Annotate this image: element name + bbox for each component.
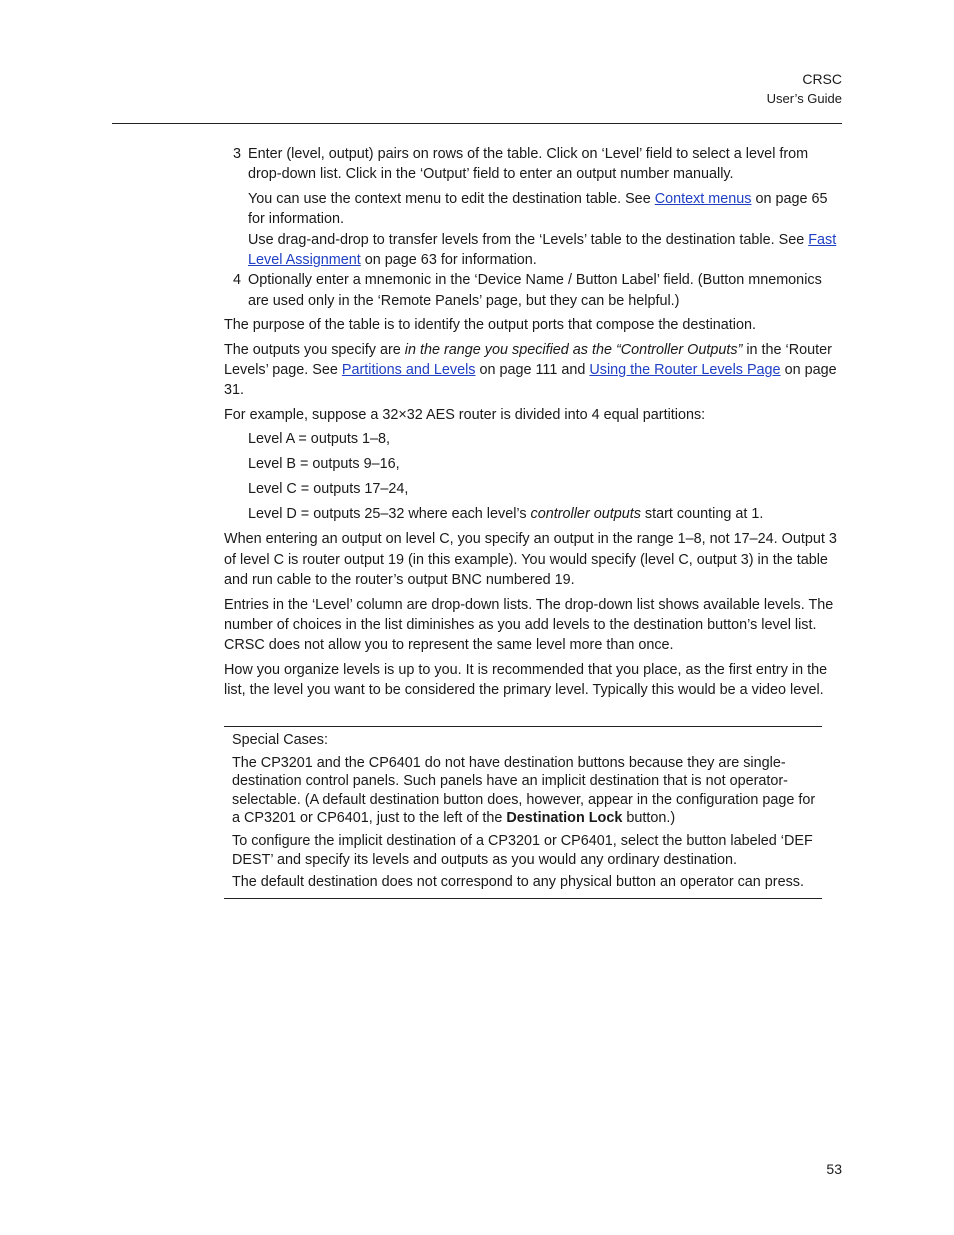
text-span: on page 63 for information.: [360, 252, 537, 269]
paragraph-dropdown: Entries in the ‘Level’ column are drop-down lists. The drop-down list shows available levels. The number of choices in the list diminishes as you add levels to the destination button’s level list. CRSC does not allow you to represent the same level more than once.: [224, 596, 834, 654]
emphasis-text: in the range you specified as the “Controller Outputs”: [404, 341, 743, 358]
text-span: on page 65 for information.: [248, 190, 828, 228]
product-name: CRSC: [802, 71, 842, 87]
text-span: on page 111 and: [475, 362, 590, 379]
step-text: Enter (level, output) pairs on rows of the table. Click on ‘Level’ field to select a level from drop-down list. Click in the ‘Output’ field to enter an output number manually.: [248, 146, 809, 183]
level-a-line: Level A = outputs 1–8,: [248, 431, 391, 448]
note-paragraph-2: To configure the implicit destination of a CP3201 or CP6401, select the button labeled ‘DEF DEST’ and specify its levels and outputs as you would any ordinary destination.: [232, 832, 813, 868]
level-d-line: [224, 504, 840, 524]
step-number: 3: [233, 146, 242, 162]
step-4: [224, 270, 840, 311]
text-span: The outputs you specify are: [224, 341, 405, 358]
guide-title: User’s Guide: [766, 91, 842, 106]
header-rule: [112, 123, 842, 124]
text-span: on page 31.: [224, 362, 837, 399]
page-number: 53: [826, 1161, 842, 1177]
bold-text: Destination Lock: [506, 810, 623, 827]
level-c-line: Level C = outputs 17–24,: [248, 481, 409, 498]
text-span: Level D = outputs 25–32 where each level’s: [248, 506, 531, 523]
text-span: You can use the context menu to edit the destination table. See: [248, 190, 655, 207]
link-context-menus[interactable]: Context menus: [654, 190, 752, 207]
page-header: [767, 70, 842, 108]
note-paragraph-3: The default destination does not correspond to any physical button an operator can press.: [232, 874, 804, 891]
text-span: start counting at 1.: [640, 506, 764, 523]
paragraph-example: For example, suppose a 32×32 AES router is divided into 4 equal partitions:: [224, 406, 706, 423]
special-cases-note: [224, 726, 822, 899]
paragraph-outputs: [224, 340, 840, 401]
step-text: Optionally enter a mnemonic in the ‘Device Name / Button Label’ field. (Button mnemonics are used only in the ‘Remote Panels’ page, but they can be helpful.): [248, 272, 822, 309]
note-title: Special Cases:: [232, 732, 328, 748]
link-partitions-and-levels[interactable]: Partitions and Levels: [341, 362, 476, 379]
text-span: Use drag-and-drop to transfer levels from the ‘Levels’ table to the destination table. See: [248, 231, 809, 248]
link-fast-level-assignment[interactable]: Fast Level Assignment: [248, 231, 837, 269]
paragraph-purpose: The purpose of the table is to identify the output ports that compose the destination.: [224, 317, 756, 334]
paragraph-organize: How you organize levels is up to you. It is recommended that you place, as the first entry in the list, the level you want to be considered the primary level. Typically this would be a video level.: [224, 661, 828, 699]
step-number: 4: [233, 272, 242, 289]
emphasis-text: controller outputs: [530, 506, 641, 523]
paragraph-level-c: When entering an output on level C, you specify an output in the range 1–8, not 17–24. Output 3 of level C is router output 19 (in this example). You would specify (level C, output 3) in the table and run cable to the router’s output BNC numbered 19.: [224, 531, 837, 589]
link-using-router-levels-page[interactable]: Using the Router Levels Page: [589, 362, 781, 379]
text-span: in the ‘Router Levels’ page. See: [224, 341, 832, 379]
level-b-line: Level B = outputs 9–16,: [248, 456, 400, 473]
step-3: [224, 144, 840, 185]
text-span: The CP3201 and the CP6401 do not have destination buttons because they are single-destination control panels. Such panels have an implicit destination that is not operator-selectable. (A default destination button does, however, appear in the configuration page for a CP3201 or CP6401, just to the left of the: [232, 754, 816, 827]
step-3-note-drag-drop: [224, 230, 840, 271]
text-span: button.): [622, 810, 676, 827]
step-3-note-context-menu: [224, 189, 840, 230]
note-paragraph-1: [232, 754, 822, 828]
main-content: [224, 144, 840, 705]
